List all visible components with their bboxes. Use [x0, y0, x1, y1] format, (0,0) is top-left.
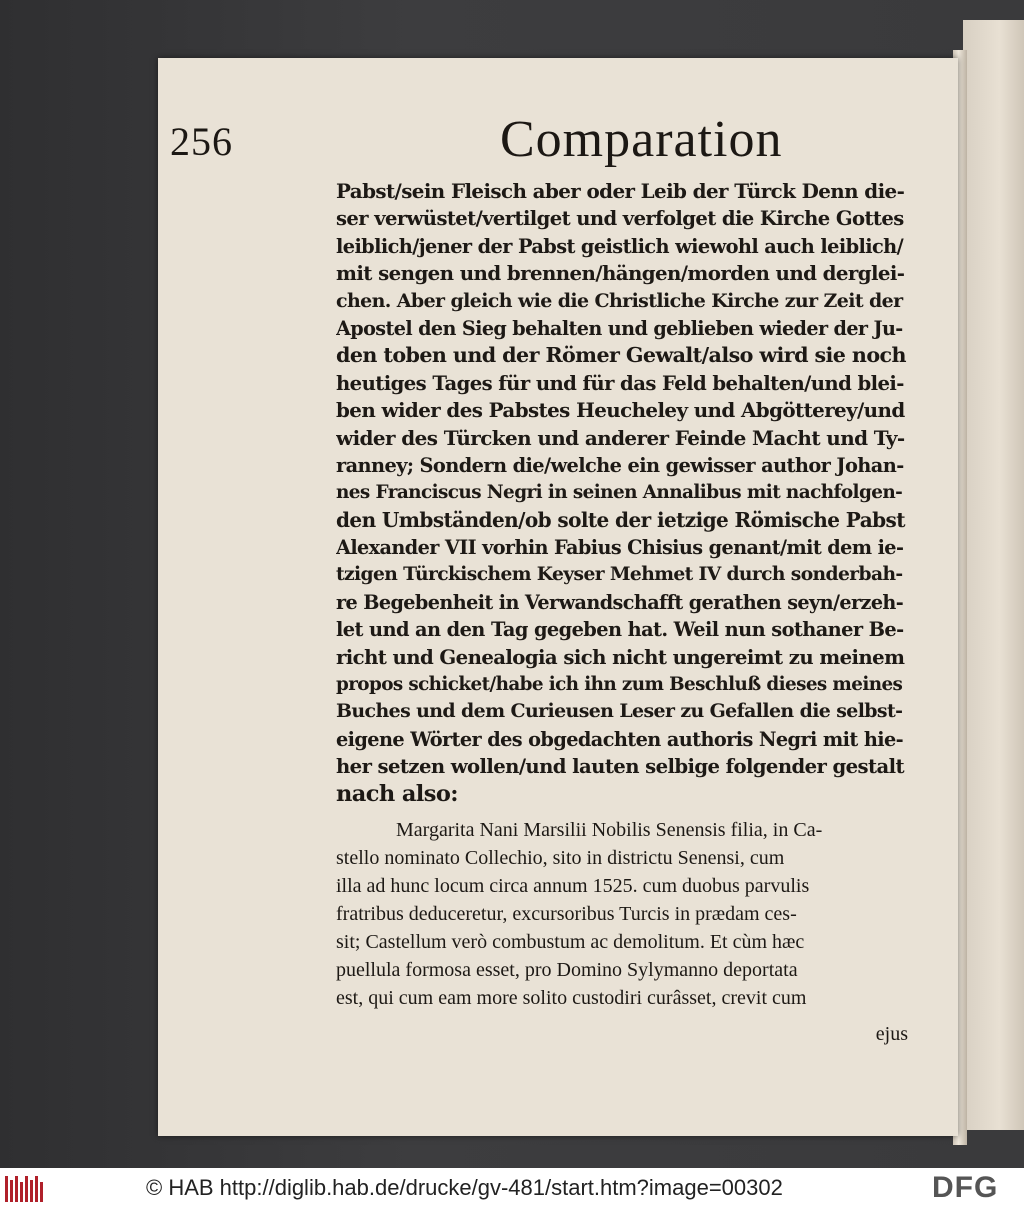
latin-text-block — [336, 816, 914, 1012]
page-header — [170, 66, 820, 166]
running-head: Comparation — [500, 111, 783, 168]
text-line: tzigen Türckischem Keyser Mehmet IV durch sonderbah- — [336, 563, 903, 586]
fraktur-text-block — [336, 178, 914, 808]
text-line: ranney; Sondern die/welche ein gewisser author Johan- — [336, 453, 904, 477]
text-line: heutiges Tages für und für das Feld behalten/und blei- — [336, 371, 904, 395]
text-line: chen. Aber gleich wie die Christliche Kirche zur Zeit der — [336, 289, 903, 312]
page-body — [336, 178, 914, 1048]
text-line: Pabst/sein Fleisch aber oder Leib der Türck Denn die- — [336, 179, 905, 203]
text-line: wider des Türcken und anderer Feinde Macht und Ty- — [336, 425, 905, 450]
text-line: Alexander VII vorhin Fabius Chisius genant/mit dem ie- — [336, 536, 904, 560]
catchword: ejus — [875, 1022, 908, 1045]
text-line: ben wider des Pabstes Heucheley und Abgötterey/und — [336, 398, 905, 423]
text-line: re Begebenheit in Verwandschafft gerathen seyn/erzeh- — [336, 590, 904, 614]
page-number: 256 — [170, 119, 233, 164]
latin-text-line: puellula formosa esset, pro Domino Sylymanno deportata — [336, 958, 798, 981]
text-line: Buches und dem Curieusen Leser zu Gefallen die selbst- — [336, 700, 903, 723]
text-line: her setzen wollen/und lauten selbige folgender gestalt — [336, 755, 904, 779]
text-line: let und an den Tag gegeben hat. Weil nun sothaner Be- — [336, 618, 904, 642]
source-url-text[interactable]: © HAB http://diglib.hab.de/drucke/gv-481/start.htm?image=00302 — [146, 1175, 783, 1200]
next-page-edge — [963, 20, 1024, 1130]
text-line: ser verwüstet/vertilget und verfolget die Kirche Gottes — [336, 207, 904, 231]
latin-text-line: stello nominato Collechio, sito in districtu Senensi, cum — [336, 846, 785, 869]
footer-bar — [0, 1168, 1024, 1209]
latin-text-line: illa ad hunc locum circa annum 1525. cum duobus parvulis — [336, 874, 810, 897]
text-line: nach also: — [336, 780, 458, 807]
hab-logo-icon — [4, 1174, 46, 1204]
text-line: den Umbständen/ob solte der ietzige Römische Pabst — [336, 507, 905, 532]
text-line: nes Franciscus Negri in seinen Annalibus mit nachfolgen- — [336, 482, 903, 504]
latin-text-line: fratribus deduceretur, excursoribus Turcis in prædam ces- — [336, 902, 797, 925]
latin-text-line: Margarita Nani Marsilii Nobilis Senensis filia, in Ca- — [396, 818, 823, 841]
text-line: eigene Wörter des obgedachten authoris Negri mit hie- — [336, 727, 904, 751]
latin-text-line: est, qui cum eam more solito custodiri curâsset, crevit cum — [336, 986, 807, 1009]
latin-text-line: sit; Castellum verò combustum ac demolitum. Et cùm hæc — [336, 930, 805, 953]
text-line: leiblich/jener der Pabst geistlich wiewohl auch leiblich/ — [336, 234, 904, 258]
text-line: Apostel den Sieg behalten und geblieben wieder der Ju- — [336, 316, 903, 340]
text-line: den toben und der Römer Gewalt/also wird sie noch — [336, 343, 906, 368]
text-line: richt und Genealogia sich nicht ungereimt zu meinem — [336, 644, 905, 669]
text-line: propos schicket/habe ich ihn zum Beschluß dieses meines — [336, 674, 903, 696]
text-line: mit sengen und brennen/hängen/morden und derglei- — [336, 261, 905, 286]
dfg-logo: DFG — [932, 1171, 999, 1204]
